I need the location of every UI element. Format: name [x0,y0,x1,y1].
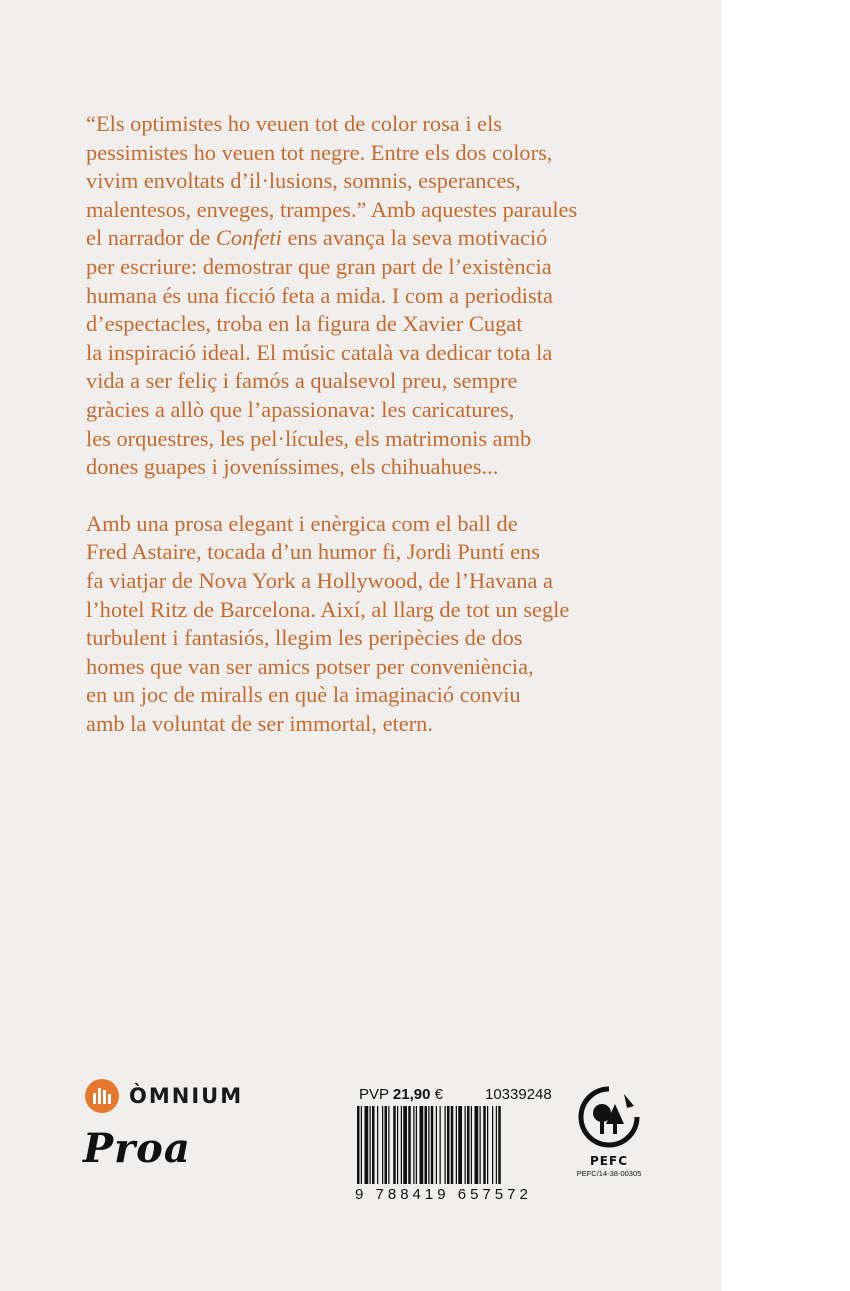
barcode [355,1106,551,1184]
price-label [359,1086,443,1103]
text-line: amb la voluntat de ser immortal, etern. [86,710,433,736]
barcode-bar [377,1106,378,1184]
barcode-block [355,1086,555,1203]
text-line: per escriure: demostrar que gran part de l’existència [86,253,552,279]
barcode-bar [420,1106,424,1184]
text-line: “Els optimistes ho veuen tot de color rosa i els [86,111,503,136]
price-row [355,1086,555,1106]
synopsis-paragraph-1 [86,110,646,482]
barcode-bar [425,1106,428,1184]
barcode-bar [492,1106,493,1184]
barcode-bar [480,1106,481,1184]
text-line: turbulent i fantasiós, llegim les peripècies de dos [86,625,523,651]
barcode-bar [456,1106,457,1184]
omnium-wordmark: ÒMNIUM [129,1084,244,1108]
barcode-bar [440,1106,441,1184]
omnium-icon [85,1079,119,1113]
text-line [86,224,646,253]
text-line: les orquestres, les pel·lícules, els matrimonis amb [86,425,532,451]
barcode-bar [372,1106,375,1184]
synopsis [86,110,646,738]
pvp-label: PVP [359,1086,389,1103]
barcode-bar [458,1106,462,1184]
price-value: 21,90 [392,1086,431,1103]
synopsis-paragraph-2 [86,510,646,739]
barcode-bar [475,1106,479,1184]
pefc-label: PEFC [590,1154,628,1168]
text-line: homes que van ser amics potser per conveniència, [86,653,534,679]
text-line: vivim envoltats d’il·lusions, somnis, esperances, [86,168,521,194]
text-line: Fred Astaire, tocada d’un humor fi, Jordi Puntí ens [86,539,540,565]
barcode-bar [393,1106,396,1184]
pefc-certification [574,1086,644,1178]
barcode-bar [361,1106,362,1184]
currency: € [434,1086,443,1103]
barcode-bar [388,1106,389,1184]
omnium-logo [85,1079,243,1113]
barcode-bar [431,1106,434,1184]
barcode-bar [370,1106,371,1184]
barcode-bar [428,1106,429,1184]
text-line: vida a ser feliç i famós a qualsevol preu, sempre [86,368,518,394]
barcode-bar [465,1106,466,1184]
text-line: la inspiració ideal. El músic català va dedicar tota la [86,339,553,365]
pefc-icon [578,1086,640,1148]
internal-code: 10339248 [485,1086,552,1103]
barcode-bar [467,1106,470,1184]
text-line: dones guapes i joveníssimes, els chihuahues... [86,454,499,480]
barcode-bar [382,1106,383,1184]
text-line: humana és una ficció feta a mida. I com a periodista [86,282,553,308]
text-line: fa viatjar de Nova York a Hollywood, de l’Havana a [86,567,553,593]
barcode-bar [483,1106,486,1184]
barcode-bar [385,1106,388,1184]
barcode-bar [365,1106,369,1184]
text-line: d’espectacles, troba en la figura de Xavier Cugat [86,311,523,337]
barcode-bar [498,1106,501,1184]
text-line: pessimistes ho veuen tot negre. Entre els dos colors, [86,139,553,165]
barcode-bar [436,1106,437,1184]
barcode-bar [471,1106,472,1184]
barcode-bar [496,1106,497,1184]
barcode-bar [357,1106,360,1184]
barcode-bar [403,1106,407,1184]
pefc-code: PEFC/14-38-00305 [576,1169,642,1178]
barcode-bar [487,1106,488,1184]
proa-logo: Proa [83,1125,191,1172]
barcode-bar [416,1106,417,1184]
text-line: gràcies a allò que l’apassionava: les caricatures, [86,396,515,422]
book-title: Confeti [215,225,282,251]
barcode-bar [408,1106,411,1184]
barcode-bar [447,1106,450,1184]
barcode-bar [451,1106,454,1184]
text-segment: el narrador de [86,225,216,251]
barcode-bar [445,1106,446,1184]
barcode-bar [401,1106,402,1184]
text-line: Amb una prosa elegant i enèrgica com el ball de [86,510,518,536]
text-line: en un joc de miralls en què la imaginació conviu [86,682,521,708]
barcode-bar [413,1106,414,1184]
isbn-number: 9 788419 657572 [355,1186,532,1203]
text-line: l’hotel Ritz de Barcelona. Així, al llarg de tot un segle [86,596,570,622]
text-line: malentesos, enveges, trampes.” Amb aquestes paraules [86,196,578,222]
barcode-bar [397,1106,398,1184]
text-segment: ens avança la seva motivació [281,225,548,251]
